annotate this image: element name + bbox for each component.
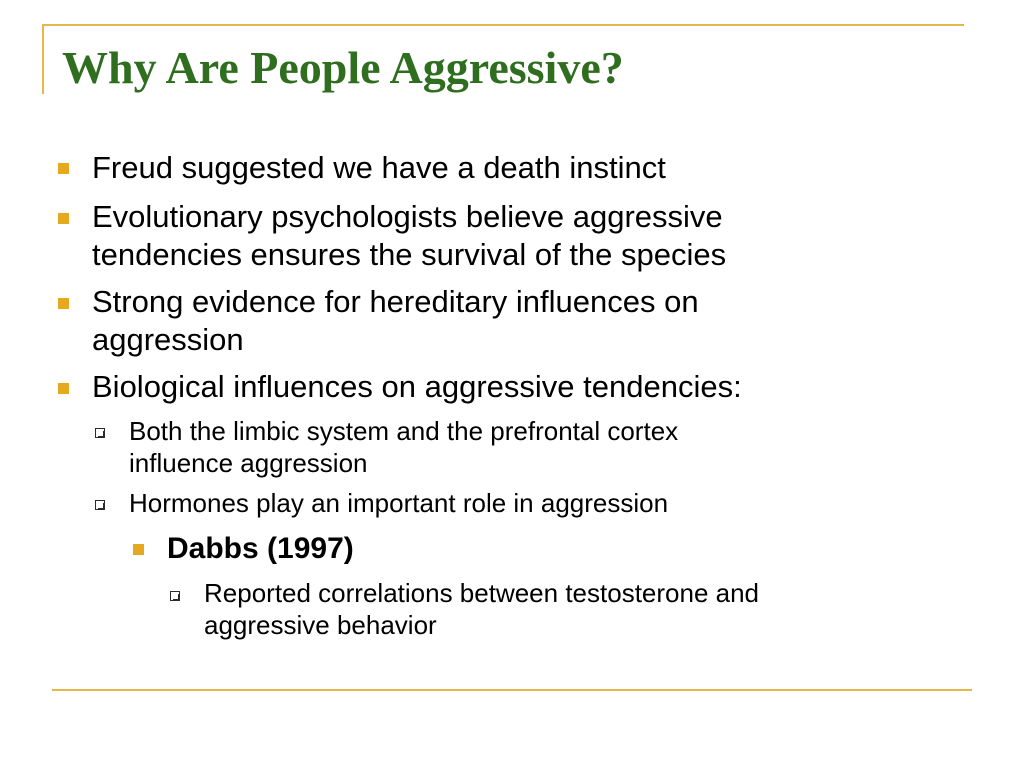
level4-bullet-text: aggressive behavior: [204, 610, 437, 640]
hollow-square-bullet-icon: [170, 591, 180, 601]
bullet-text: Evolutionary psychologists believe aggressive: [92, 199, 723, 234]
hollow-square-bullet-icon: [95, 428, 105, 438]
bullet-text: tendencies ensures the survival of the species: [92, 237, 727, 272]
bullet-text: Freud suggested we have a death instinct: [92, 150, 666, 185]
square-bullet-icon: [58, 298, 69, 309]
level3-bullet-text: Dabbs (1997): [167, 532, 354, 565]
sub-bullet-text: influence aggression: [129, 448, 368, 478]
sub-bullet-text: Hormones play an important role in aggression: [129, 488, 669, 518]
bullet-text: Strong evidence for hereditary influences on: [92, 284, 699, 319]
square-bullet-icon: [133, 544, 144, 555]
bullet-text: Biological influences on aggressive tendencies:: [92, 369, 742, 404]
square-bullet-icon: [58, 383, 69, 394]
bullet-text: aggression: [92, 322, 244, 357]
hollow-square-bullet-icon: [95, 500, 105, 510]
sub-bullet-text: Both the limbic system and the prefrontal cortex: [129, 416, 679, 446]
square-bullet-icon: [58, 163, 69, 174]
square-bullet-icon: [58, 213, 69, 224]
slide-title: Why Are People Aggressive?: [62, 42, 624, 93]
level4-bullet-text: Reported correlations between testosterone and: [204, 578, 760, 608]
